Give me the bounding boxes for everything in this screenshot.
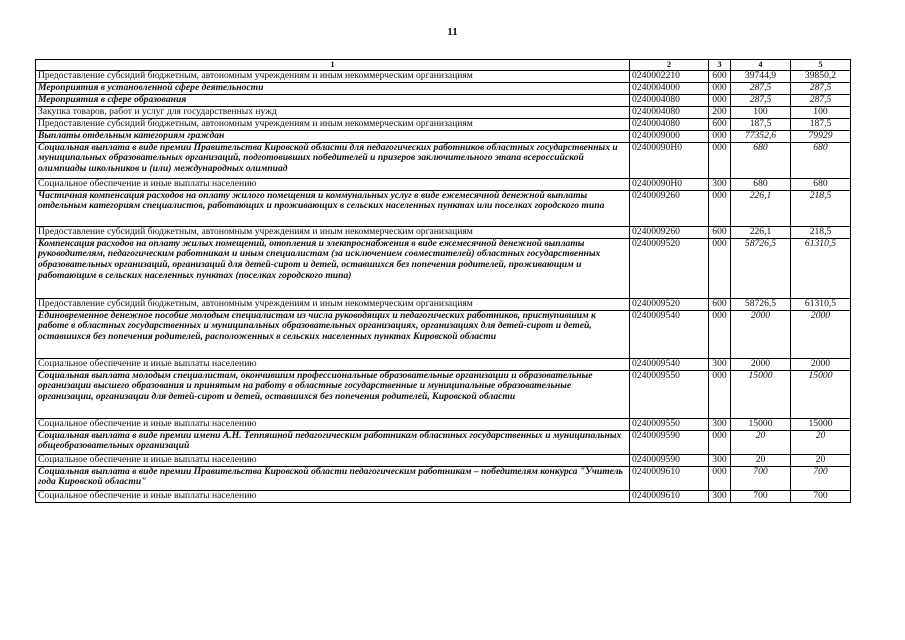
row-value-2015-cell: 700 <box>731 490 791 502</box>
row-vr-cell: 000 <box>709 466 731 490</box>
table-row <box>36 71 851 83</box>
row-code-cell: 0240009550 <box>630 418 709 430</box>
table-row <box>36 178 851 190</box>
table-row <box>36 418 851 430</box>
row-code-cell: 0240009610 <box>630 466 709 490</box>
row-value-2015-cell: 700 <box>731 466 791 490</box>
row-vr-cell: 300 <box>709 418 731 430</box>
row-vr-cell: 300 <box>709 178 731 190</box>
row-value-2016-cell: 79929 <box>791 130 851 142</box>
column-header: 5 <box>791 60 851 71</box>
row-value-2016-cell: 61310,5 <box>791 298 851 310</box>
table-header-row <box>36 60 851 71</box>
row-code-cell: 0240009260 <box>630 226 709 238</box>
table-row <box>36 490 851 502</box>
row-vr-cell: 000 <box>709 82 731 94</box>
row-name-cell: Мероприятия в установленной сфере деятельности <box>36 82 630 94</box>
row-value-2015-cell: 100 <box>731 106 791 118</box>
row-code-cell: 0240009000 <box>630 130 709 142</box>
row-vr-cell: 200 <box>709 106 731 118</box>
row-value-2015-cell: 287,5 <box>731 94 791 106</box>
column-header: 1 <box>36 60 630 71</box>
row-value-2015-cell: 58726,5 <box>731 238 791 298</box>
row-code-cell: 0240004080 <box>630 106 709 118</box>
row-vr-cell: 300 <box>709 490 731 502</box>
row-vr-cell: 000 <box>709 94 731 106</box>
table-row <box>36 118 851 130</box>
row-value-2016-cell: 20 <box>791 454 851 466</box>
row-name-cell: Социальное обеспечение и иные выплаты населению <box>36 490 630 502</box>
row-value-2015-cell: 2000 <box>731 358 791 370</box>
table-row <box>36 94 851 106</box>
table-row <box>36 226 851 238</box>
column-header: 4 <box>731 60 791 71</box>
row-value-2015-cell: 226,1 <box>731 226 791 238</box>
table-row <box>36 142 851 178</box>
row-code-cell: 0240002210 <box>630 71 709 83</box>
row-value-2016-cell: 700 <box>791 490 851 502</box>
table-row <box>36 130 851 142</box>
row-value-2016-cell: 2000 <box>791 358 851 370</box>
row-name-cell: Предоставление субсидий бюджетным, автономным учреждениям и иным некоммерческим организациям <box>36 71 630 83</box>
row-name-cell: Социальная выплата молодым специалистам, окончившим профессиональные образовательные организации и образовательные организации высшего образования и принятым на работу в областные государственные и муниципальные образовательные организации, организации для детей-сирот и детей, оставшихся без попечения родителей, Кировской области <box>36 370 630 418</box>
row-vr-cell: 300 <box>709 358 731 370</box>
row-name-cell: Социальная выплата в виде премии Правительства Кировской области для педагогических работников областных государственных и муниципальных образовательных организаций, подготовивших победителей и призеров заключительного этапа всероссийской олимпиады школьников и (или) международных олимпиад <box>36 142 630 178</box>
row-code-cell: 0240004080 <box>630 118 709 130</box>
row-value-2015-cell: 680 <box>731 142 791 178</box>
row-vr-cell: 600 <box>709 118 731 130</box>
row-value-2016-cell: 187,5 <box>791 118 851 130</box>
row-code-cell: 0240004080 <box>630 94 709 106</box>
row-code-cell: 0240009550 <box>630 370 709 418</box>
row-vr-cell: 000 <box>709 190 731 226</box>
table-row <box>36 310 851 358</box>
row-value-2015-cell: 20 <box>731 454 791 466</box>
row-name-cell: Социальная выплата в виде премии имени А.Н. Теппяшной педагогическим работникам областных государственных и муниципальных общеобразовательных организаций <box>36 430 630 454</box>
row-name-cell: Компенсация расходов на оплату жилых помещений, отопления и электроснабжения в виде ежемесячной денежной выплаты руководителям, педагогическим работникам и иным специалистам (за исключением совместителей) областных государственных образовательных организаций, организаций для детей-сирот и детей, оставшихся без попечения родителей, проживающим и работающим в сельских населенных пунктах (поселках городского типа) <box>36 238 630 298</box>
row-code-cell: 0240009610 <box>630 490 709 502</box>
table-row <box>36 190 851 226</box>
row-value-2015-cell: 15000 <box>731 370 791 418</box>
row-name-cell: Единовременное денежное пособие молодым специалистам из числа руководящих и педагогических работников, приступившим к работе в областных государственных и муниципальных образовательных организациях, организациях для детей-сирот и детей, оставшихся без попечения родителей, расположенных в сельских населенных пунктах Кировской области <box>36 310 630 358</box>
row-name-cell: Мероприятия в сфере образования <box>36 94 630 106</box>
row-name-cell: Предоставление субсидий бюджетным, автономным учреждениям и иным некоммерческим организациям <box>36 298 630 310</box>
table-row <box>36 430 851 454</box>
row-code-cell: 0240009520 <box>630 238 709 298</box>
row-code-cell: 02400090Н0 <box>630 178 709 190</box>
row-name-cell: Выплаты отдельным категориям граждан <box>36 130 630 142</box>
row-name-cell: Частичная компенсация расходов на оплату жилого помещения и коммунальных услуг в виде ежемесячной денежной выплаты отдельным категориям специалистов, работающих и проживающих в сельских населенных пунктах или поселках городского типа <box>36 190 630 226</box>
row-value-2016-cell: 680 <box>791 178 851 190</box>
row-value-2016-cell: 218,5 <box>791 226 851 238</box>
row-vr-cell: 000 <box>709 142 731 178</box>
row-vr-cell: 000 <box>709 310 731 358</box>
row-value-2016-cell: 100 <box>791 106 851 118</box>
row-name-cell: Предоставление субсидий бюджетным, автономным учреждениям и иным некоммерческим организациям <box>36 118 630 130</box>
row-value-2016-cell: 218,5 <box>791 190 851 226</box>
row-value-2015-cell: 187,5 <box>731 118 791 130</box>
row-value-2015-cell: 680 <box>731 178 791 190</box>
row-value-2015-cell: 15000 <box>731 418 791 430</box>
table-row <box>36 370 851 418</box>
row-name-cell: Социальная выплата в виде премии Правительства Кировской области педагогическим работникам – победителям конкурса "Учитель года Кировской области" <box>36 466 630 490</box>
table-row <box>36 106 851 118</box>
row-value-2016-cell: 61310,5 <box>791 238 851 298</box>
budget-table <box>35 59 851 503</box>
table-row <box>36 454 851 466</box>
page-number: 11 <box>447 26 458 38</box>
row-name-cell: Социальное обеспечение и иные выплаты населению <box>36 358 630 370</box>
row-value-2016-cell: 287,5 <box>791 82 851 94</box>
row-vr-cell: 000 <box>709 238 731 298</box>
row-code-cell: 0240004000 <box>630 82 709 94</box>
table-row <box>36 466 851 490</box>
row-value-2016-cell: 15000 <box>791 370 851 418</box>
row-value-2016-cell: 20 <box>791 430 851 454</box>
row-value-2015-cell: 20 <box>731 430 791 454</box>
row-vr-cell: 600 <box>709 298 731 310</box>
column-header: 3 <box>709 60 731 71</box>
row-vr-cell: 300 <box>709 454 731 466</box>
row-value-2015-cell: 287,5 <box>731 82 791 94</box>
row-code-cell: 02400090Н0 <box>630 142 709 178</box>
row-code-cell: 0240009260 <box>630 190 709 226</box>
row-value-2015-cell: 2000 <box>731 310 791 358</box>
row-code-cell: 0240009590 <box>630 430 709 454</box>
table-row <box>36 238 851 298</box>
table-row <box>36 298 851 310</box>
row-vr-cell: 600 <box>709 226 731 238</box>
row-name-cell: Социальное обеспечение и иные выплаты населению <box>36 454 630 466</box>
row-code-cell: 0240009540 <box>630 358 709 370</box>
column-header: 2 <box>630 60 709 71</box>
row-value-2015-cell: 77352,6 <box>731 130 791 142</box>
row-value-2016-cell: 15000 <box>791 418 851 430</box>
row-name-cell: Социальное обеспечение и иные выплаты населению <box>36 178 630 190</box>
row-value-2016-cell: 680 <box>791 142 851 178</box>
row-code-cell: 0240009590 <box>630 454 709 466</box>
row-value-2016-cell: 2000 <box>791 310 851 358</box>
table-row <box>36 82 851 94</box>
row-name-cell: Закупка товаров, работ и услуг для государственных нужд <box>36 106 630 118</box>
row-value-2016-cell: 39850,2 <box>791 71 851 83</box>
row-value-2015-cell: 58726,5 <box>731 298 791 310</box>
row-vr-cell: 000 <box>709 130 731 142</box>
row-code-cell: 0240009520 <box>630 298 709 310</box>
row-vr-cell: 000 <box>709 370 731 418</box>
row-value-2016-cell: 700 <box>791 466 851 490</box>
row-vr-cell: 600 <box>709 71 731 83</box>
row-name-cell: Социальное обеспечение и иные выплаты населению <box>36 418 630 430</box>
table-row <box>36 358 851 370</box>
row-value-2015-cell: 226,1 <box>731 190 791 226</box>
row-vr-cell: 000 <box>709 430 731 454</box>
row-name-cell: Предоставление субсидий бюджетным, автономным учреждениям и иным некоммерческим организациям <box>36 226 630 238</box>
row-value-2016-cell: 287,5 <box>791 94 851 106</box>
row-value-2015-cell: 39744,9 <box>731 71 791 83</box>
row-code-cell: 0240009540 <box>630 310 709 358</box>
